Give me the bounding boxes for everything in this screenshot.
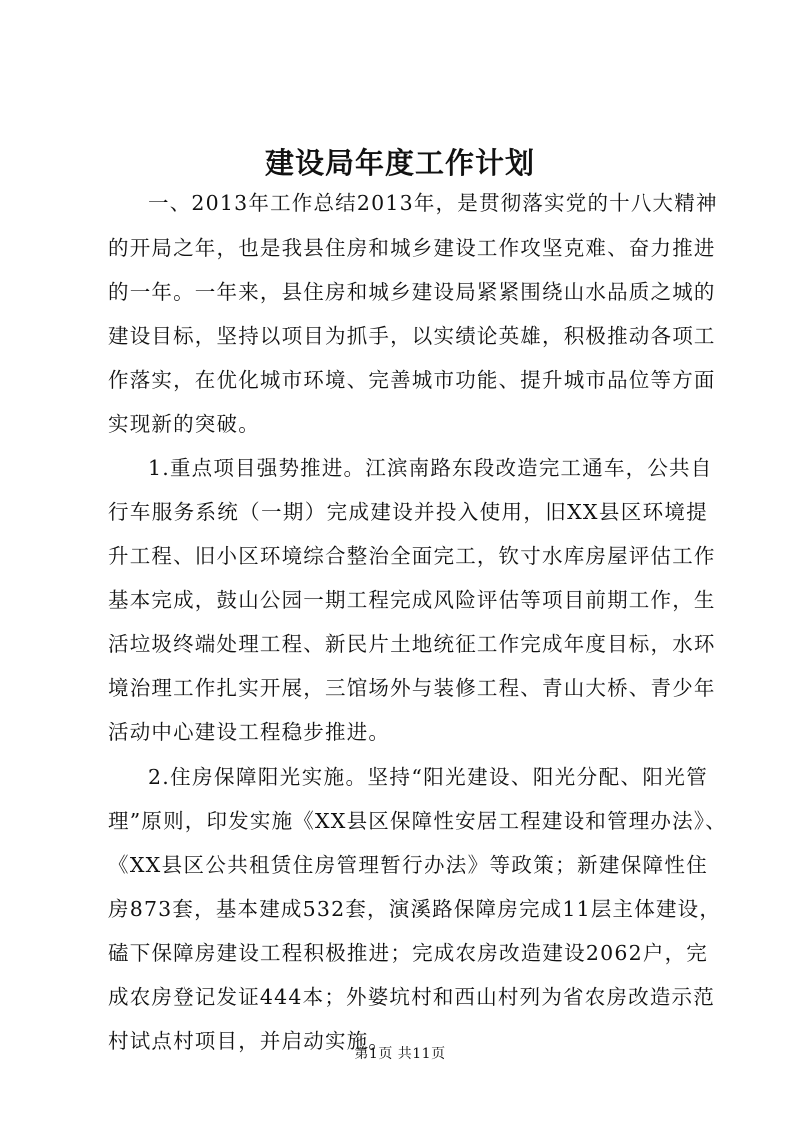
paragraph-2-line-1: 1.重点项目强势推进。江滨南路东段改造完工通车，公共自 xyxy=(148,456,713,480)
paragraph-2-line-6: 境治理工作扎实开展，三馆场外与装修工程、青山大桥、青少年 xyxy=(108,676,716,700)
paragraph-2-line-4: 基本完成，鼓山公园一期工程完成风险评估等项目前期工作，生 xyxy=(108,588,716,612)
paragraph-3-line-5: 磕下保障房建设工程积极推进；完成农房改造建设2062户，完 xyxy=(108,941,708,965)
paragraph-2-line-5: 活垃圾终端处理工程、新民片土地统征工作完成年度目标，水环 xyxy=(108,632,716,656)
paragraph-1-line-6: 实现新的突破。 xyxy=(108,412,260,436)
document-title: 建设局年度工作计划 xyxy=(264,146,535,180)
paragraph-3-line-4: 房873套，基本建成532套，演溪路保障房完成11层主体建设， xyxy=(108,897,722,921)
paragraph-1-line-2: 的开局之年，也是我县住房和城乡建设工作攻坚克难、奋力推进 xyxy=(108,236,716,260)
paragraph-3-line-2: 理”原则，印发实施《XX县区保障性安居工程建设和管理办法》、 xyxy=(108,809,727,833)
paragraph-1-line-1: 一、2013年工作总结2013年，是贯彻落实党的十八大精神 xyxy=(148,191,718,215)
paragraph-3-line-1: 2.住房保障阳光实施。坚持“阳光建设、阳光分配、阳光管 xyxy=(148,765,708,789)
page-number-footer: 第1页 共11页 xyxy=(354,1046,446,1062)
paragraph-3-line-6: 成农房登记发证444本；外婆坑村和西山村列为省农房改造示范 xyxy=(108,985,715,1009)
paragraph-2-line-7: 活动中心建设工程稳步推进。 xyxy=(108,720,391,744)
paragraph-3-line-3: 《XX县区公共租赁住房管理暂行办法》等政策；新建保障性住 xyxy=(108,853,708,877)
paragraph-3-line-7: 村试点村项目，并启动实施。 xyxy=(108,1029,391,1053)
paragraph-1-line-4: 建设目标，坚持以项目为抓手，以实绩论英雄，积极推动各项工 xyxy=(108,324,716,348)
paragraph-1-line-3: 的一年。一年来，县住房和城乡建设局紧紧围绕山水品质之城的 xyxy=(108,280,716,304)
paragraph-1-line-5: 作落实，在优化城市环境、完善城市功能、提升城市品位等方面 xyxy=(108,368,716,392)
paragraph-2-line-3: 升工程、旧小区环境综合整治全面完工，钦寸水库房屋评估工作 xyxy=(108,544,716,568)
paragraph-2-line-2: 行车服务系统（一期）完成建设并投入使用，旧XX县区环境提 xyxy=(108,500,708,524)
